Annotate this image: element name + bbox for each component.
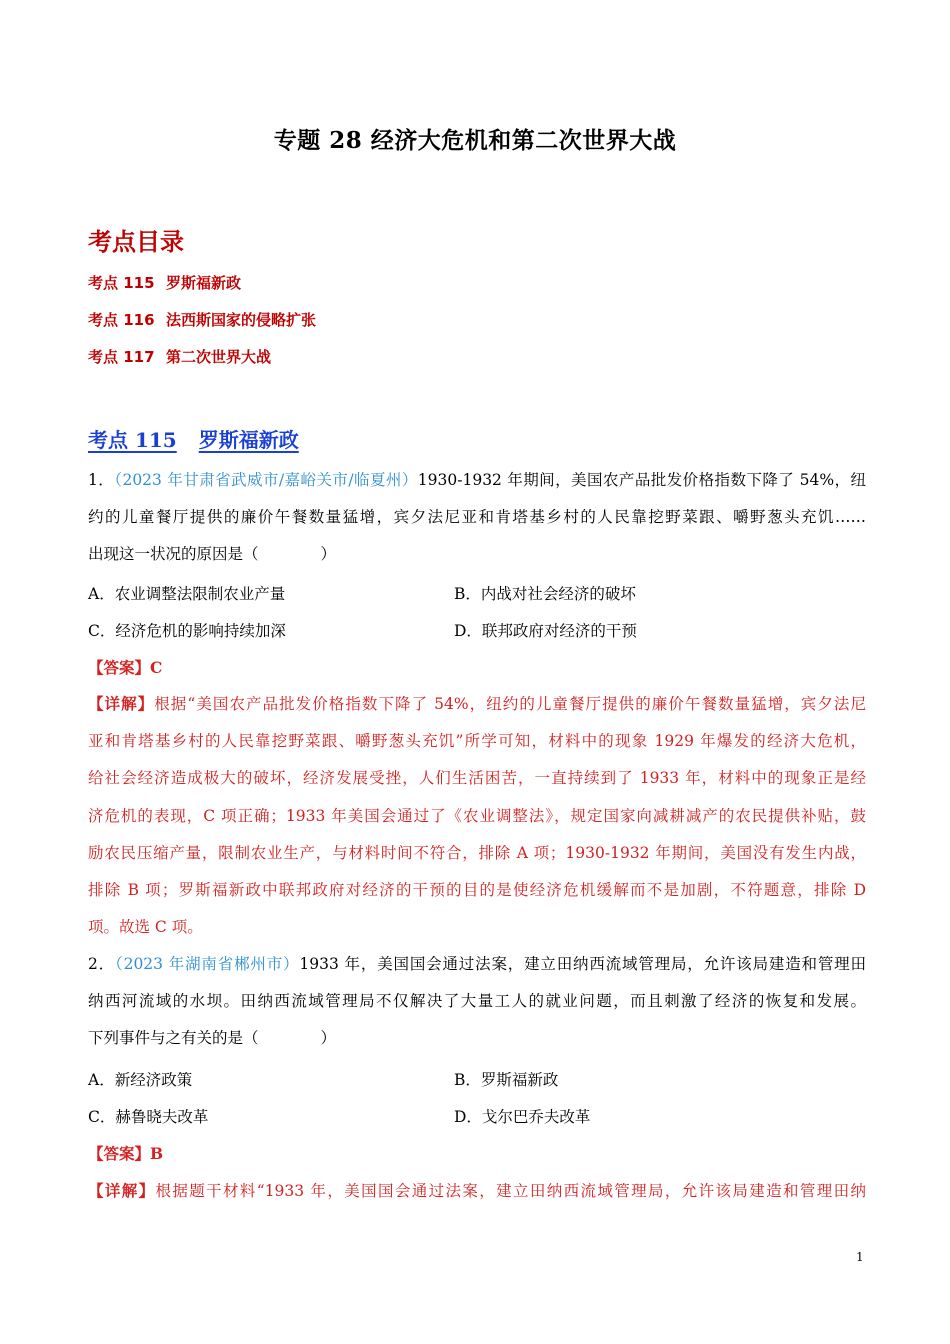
page-title: 专题 28 经济大危机和第二次世界大战: [273, 127, 677, 154]
answer-value: C: [150, 658, 163, 677]
question-source: （2023 年湖南省郴州市）: [115, 955, 300, 973]
option-d: D．联邦政府对经济的干预: [454, 622, 637, 640]
question-text-line: 1930-1932 年期间，美国农产品批发价格指数下降了 54%，纽: [417, 471, 866, 489]
option-c: C．经济危机的影响持续加深: [88, 622, 286, 640]
question-2-answer: [88, 1142, 163, 1164]
question-text-line: 1933 年，美国国会通过法案，建立田纳西流域管理局，允许该局建造和管理田: [299, 955, 866, 973]
question-2-detail: [88, 1172, 866, 1210]
detail-label: 【详解】: [88, 1181, 156, 1200]
option-b: B．内战对社会经济的破坏: [454, 585, 636, 603]
option-d: D．戈尔巴乔夫改革: [454, 1108, 591, 1126]
option-c: C．赫鲁晓夫改革: [88, 1108, 209, 1126]
question-text-line: 纳西河流域的水坝。田纳西流域管理局不仅解决了大量工人的就业问题，而且刺激了经济的恢复和发展。: [88, 992, 866, 1011]
detail-label: 【详解】: [88, 694, 155, 713]
question-1-answer: [88, 656, 162, 678]
detail-line: 根据题干材料“1933 年，美国国会通过法案，建立田纳西流域管理局，允许该局建造和管理田纳: [155, 1182, 866, 1200]
toc-item-label: 罗斯福新政: [166, 274, 242, 292]
question-1-stem: [88, 462, 866, 574]
question-text-line: 下列事件与之有关的是（ ）: [88, 1029, 337, 1048]
answer-label: 【答案】: [88, 1144, 151, 1163]
question-2-stem: [88, 946, 866, 1058]
question-text-line: 约的儿童餐厅提供的廉价午餐数量猛增，宾夕法尼亚和肯塔基乡村的人民靠挖野菜跟、嚼野葱头充饥……: [88, 508, 866, 527]
toc-item-number: 考点 115: [88, 274, 155, 292]
option-a: A．新经济政策: [88, 1071, 193, 1089]
option-row: [88, 1068, 866, 1105]
option-a: A．农业调整法限制农业产量: [88, 585, 286, 603]
question-source: （2023 年甘肃省武威市/嘉峪关市/临夏州）: [114, 471, 418, 489]
option-row: [88, 1105, 866, 1142]
detail-line: 项。故选 C 项。: [88, 918, 203, 937]
detail-line: 排除 B 项；罗斯福新政中联邦政府对经济的干预的目的是使经济危机缓解而不是加剧，不符题意，排除 D: [88, 881, 866, 900]
option-row: [88, 619, 866, 656]
detail-line: 励农民压缩产量，限制农业生产，与材料时间不符合，排除 A 项；1930-1932 年期间，美国没有发生内战，: [88, 843, 866, 862]
toc-heading: 考点目录: [88, 228, 184, 256]
detail-line: 济危机的表现，C 项正确；1933 年美国会通过了《农业调整法》，规定国家向减耕减产的农民提供补贴，鼓: [88, 806, 866, 825]
detail-line: 给社会经济造成极大的破坏，经济发展受挫，人们生活困苦，一直持续到了 1933 年，材料中的现象正是经: [88, 769, 866, 788]
toc-item-label: 法西斯国家的侵略扩张: [166, 311, 317, 329]
page-number: 1: [856, 1250, 864, 1264]
toc-item-number: 考点 116: [88, 311, 155, 329]
question-index: 1．: [88, 471, 115, 489]
toc-item: [88, 272, 241, 293]
option-b: B．罗斯福新政: [454, 1071, 559, 1089]
question-1-detail: [88, 685, 866, 946]
toc-item: [88, 309, 316, 330]
toc-item: [88, 346, 271, 367]
option-row: [88, 582, 866, 619]
answer-label: 【答案】: [88, 658, 151, 677]
question-text-line: 出现这一状况的原因是（ ）: [88, 545, 337, 564]
section-label: 罗斯福新政: [198, 428, 299, 452]
answer-value: B: [150, 1144, 164, 1163]
section-heading: [88, 424, 299, 453]
toc-item-number: 考点 117: [88, 348, 155, 366]
detail-line: 亚和肯塔基乡村的人民靠挖野菜跟、嚼野葱头充饥”所学可知，材料中的现象 1929 年爆发的经济大危机，: [88, 732, 866, 751]
question-index: 2．: [88, 955, 116, 973]
section-number: 考点 115: [88, 428, 177, 452]
toc-item-label: 第二次世界大战: [166, 348, 272, 366]
detail-line: 根据“美国农产品批发价格指数下降了 54%，纽约的儿童餐厅提供的廉价午餐数量猛增，宾夕法尼: [154, 695, 866, 713]
